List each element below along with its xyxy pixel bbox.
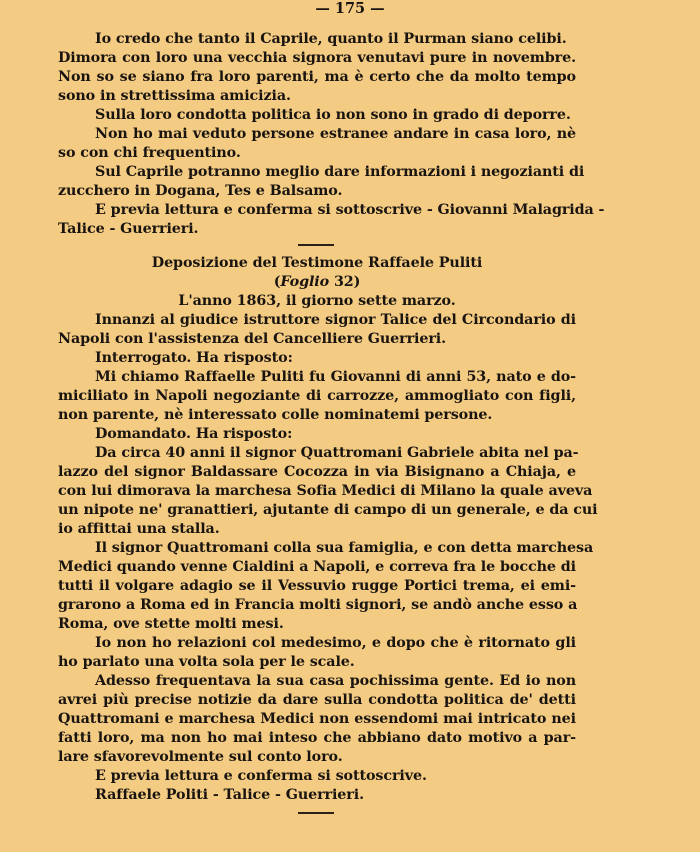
folio-open: ( xyxy=(273,274,281,290)
text-line: sono in strettissima amicizia. xyxy=(58,88,291,104)
text-line: Non ho mai veduto persone estranee andare in casa loro, nè xyxy=(95,126,576,142)
text-line: non parente, nè interessato colle nominatemi persone. xyxy=(58,407,493,423)
folio-number: 32) xyxy=(329,274,361,290)
text-line: io affittai una stalla. xyxy=(58,521,220,537)
text-line: zucchero in Dogana, Tes e Balsamo. xyxy=(58,183,343,199)
folio-word: Foglio xyxy=(280,274,330,290)
text-line: Quattromani e marchesa Medici non essendomi mai intricato nei xyxy=(58,711,576,727)
section-divider xyxy=(298,244,334,246)
text-line: Il signor Quattromani colla sua famiglia, e con detta marchesa xyxy=(95,540,594,556)
text-line: Medici quando venne Cialdini a Napoli, e correva fra le bocche di xyxy=(58,559,576,575)
text-line: Raffaele Politi - Talice - Guerrieri. xyxy=(95,787,364,803)
text-line: grarono a Roma ed in Francia molti signori, se andò anche esso a xyxy=(58,597,578,613)
text-line: Napoli con l'assistenza del Cancelliere Guerrieri. xyxy=(58,331,446,347)
text-line: Io non ho relazioni col medesimo, e dopo che è ritornato gli xyxy=(95,635,576,651)
text-line: avrei più precise notizie da dare sulla condotta politica de' detti xyxy=(58,692,576,708)
text-line: Domandato. Ha risposto: xyxy=(95,426,293,442)
folio-reference xyxy=(58,273,576,292)
text-line: Io credo che tanto il Caprile, quanto il Purman siano celibi. xyxy=(95,31,567,47)
text-line: Sul Caprile potranno meglio dare informazioni i negozianti di xyxy=(95,164,585,180)
text-line: Sulla loro condotta politica io non sono in grado di deporre. xyxy=(95,107,571,123)
text-line: Talice - Guerrieri. xyxy=(58,221,199,237)
text-line: so con chi frequentino. xyxy=(58,145,241,161)
text-line: lazzo del signor Baldassare Cocozza in via Bisignano a Chiaja, e xyxy=(58,464,576,480)
text-line: Roma, ove stette molti mesi. xyxy=(58,616,284,632)
text-line: con lui dimorava la marchesa Sofia Medici di Milano la quale aveva xyxy=(58,483,593,499)
text-line: Dimora con loro una vecchia signora venutavi pure in novembre. xyxy=(58,50,576,66)
text-line: Da circa 40 anni il signor Quattromani Gabriele abita nel pa- xyxy=(95,445,579,461)
text-line: Interrogato. Ha risposto: xyxy=(95,350,293,366)
text-line: fatti loro, ma non ho mai inteso che abbiano dato motivo a par- xyxy=(58,730,576,746)
text-line: tutti il volgare adagio se il Vessuvio rugge Portici trema, ei emi- xyxy=(58,578,576,594)
text-line: Mi chiamo Raffaelle Puliti fu Giovanni di anni 53, nato e do- xyxy=(95,369,576,385)
text-line: miciliato in Napoli negoziante di carrozze, ammogliato con figli, xyxy=(58,388,576,404)
text-line: Non so se siano fra loro parenti, ma è certo che da molto tempo xyxy=(58,69,576,85)
page-number-header: — 175 — xyxy=(315,0,385,17)
text-line: un nipote ne' granattieri, ajutante di campo di un generale, e da cui xyxy=(58,502,598,518)
text-line: lare sfavorevolmente sul conto loro. xyxy=(58,749,343,765)
deposition-title: Deposizione del Testimone Raffaele Puliti xyxy=(151,255,483,271)
text-line: ho parlato una volta sola per le scale. xyxy=(58,654,355,670)
date-line: L'anno 1863, il giorno sette marzo. xyxy=(178,293,456,309)
end-divider xyxy=(298,812,334,814)
text-line: Adesso frequentava la sua casa pochissima gente. Ed io non xyxy=(95,673,576,689)
text-line: E previa lettura e conferma si sottoscrive. xyxy=(95,768,427,784)
text-line: Innanzi al giudice istruttore signor Talice del Circondario di xyxy=(95,312,576,328)
text-line: E previa lettura e conferma si sottoscrive - Giovanni Malagrida - xyxy=(95,202,605,218)
